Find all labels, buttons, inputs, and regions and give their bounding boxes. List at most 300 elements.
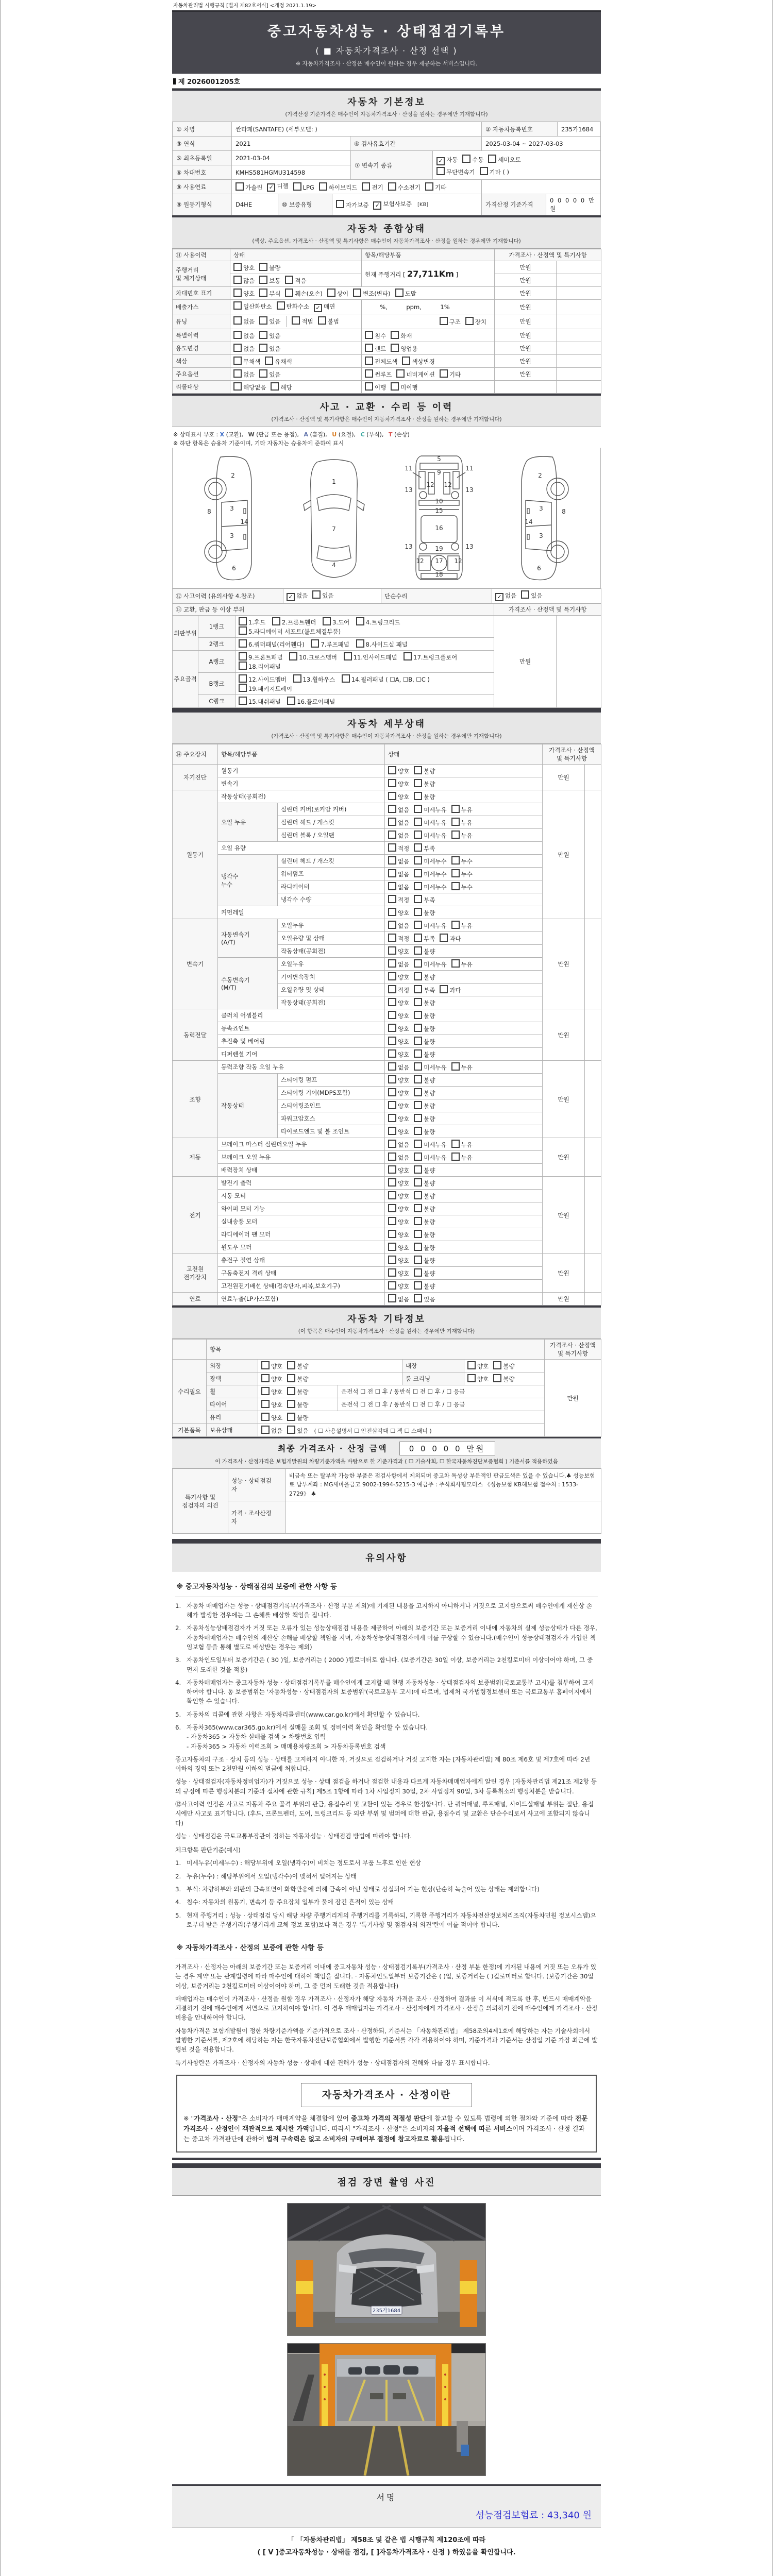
checkbox-icon[interactable] (414, 1178, 422, 1187)
checkbox-option[interactable] (388, 1064, 409, 1071)
checkbox-option[interactable] (414, 1077, 435, 1084)
checkbox-icon[interactable] (414, 1011, 422, 1019)
checkbox-checked-icon[interactable]: ✓ (314, 304, 322, 312)
checkbox-icon[interactable] (414, 998, 422, 1006)
checkbox-option[interactable] (233, 277, 255, 284)
checkbox-option[interactable] (265, 358, 292, 365)
checkbox-option[interactable] (493, 1376, 514, 1383)
checkbox-option[interactable] (414, 1296, 435, 1303)
checkbox-option[interactable] (414, 1180, 435, 1187)
checkbox-option[interactable] (414, 832, 446, 839)
checkbox-icon[interactable] (388, 946, 396, 955)
checkbox-option[interactable] (327, 290, 348, 297)
checkbox-option[interactable] (239, 641, 305, 648)
checkbox-option[interactable] (388, 832, 409, 839)
checkbox-option[interactable] (388, 1051, 409, 1058)
checkbox-option[interactable] (467, 1363, 489, 1370)
checkbox-option[interactable] (373, 200, 412, 210)
checkbox-icon[interactable] (440, 985, 448, 993)
checkbox-option[interactable] (388, 1115, 409, 1123)
checkbox-option[interactable] (233, 290, 255, 297)
checkbox-icon[interactable] (388, 1268, 396, 1277)
checkbox-icon[interactable] (365, 382, 373, 391)
checkbox-option[interactable] (404, 654, 457, 661)
checkbox-icon[interactable] (414, 805, 422, 813)
checkbox-icon[interactable] (239, 639, 247, 648)
checkbox-option[interactable] (414, 1012, 435, 1020)
checkbox-icon[interactable] (259, 331, 267, 339)
checkbox-option[interactable] (451, 832, 473, 839)
checkbox-option[interactable] (414, 1128, 435, 1136)
checkbox-option[interactable] (488, 156, 520, 163)
checkbox-icon[interactable] (451, 959, 460, 968)
checkbox-option[interactable] (285, 277, 306, 284)
checkbox-option[interactable] (396, 371, 435, 378)
checkbox-icon[interactable] (365, 357, 373, 365)
checkbox-option[interactable] (353, 290, 390, 297)
checkbox-option[interactable] (388, 1141, 409, 1148)
checkbox-icon[interactable] (277, 301, 285, 310)
checkbox-icon[interactable] (233, 289, 242, 297)
checkbox-icon[interactable] (414, 1243, 422, 1251)
checkbox-option[interactable] (451, 819, 473, 826)
checkbox-option[interactable] (239, 698, 281, 705)
checkbox-option[interactable] (388, 858, 409, 865)
checkbox-icon[interactable] (414, 1204, 422, 1212)
checkbox-icon[interactable] (388, 934, 396, 942)
checkbox-icon[interactable] (414, 1256, 422, 1264)
checkbox-option[interactable] (259, 332, 280, 340)
checkbox-icon[interactable] (480, 167, 488, 175)
checkbox-icon[interactable] (451, 818, 460, 826)
checkbox-option[interactable] (388, 1231, 409, 1239)
checkbox-option[interactable] (388, 1283, 409, 1290)
checkbox-option[interactable] (414, 1103, 435, 1110)
checkbox-option[interactable] (388, 909, 409, 917)
checkbox-option[interactable] (365, 371, 392, 378)
checkbox-icon[interactable] (488, 155, 496, 163)
checkbox-icon[interactable] (239, 652, 247, 660)
checkbox-option[interactable] (388, 974, 409, 981)
checkbox-icon[interactable] (388, 882, 396, 890)
checkbox-checked-icon[interactable]: ✓ (373, 201, 381, 210)
checkbox-icon[interactable] (425, 182, 433, 191)
checkbox-icon[interactable] (388, 985, 396, 993)
checkbox-icon[interactable] (287, 1413, 295, 1421)
checkbox-icon[interactable] (265, 357, 273, 365)
checkbox-option[interactable] (365, 384, 386, 391)
checkbox-icon[interactable] (356, 639, 364, 648)
checkbox-option[interactable] (236, 182, 262, 192)
checkbox-icon[interactable] (388, 869, 396, 877)
checkbox-option[interactable] (436, 156, 458, 163)
checkbox-icon[interactable] (287, 1387, 295, 1395)
checkbox-icon[interactable] (404, 652, 412, 660)
checkbox-icon[interactable] (388, 843, 396, 852)
checkbox-option[interactable] (388, 948, 409, 955)
checkbox-icon[interactable] (388, 1191, 396, 1199)
checkbox-option[interactable] (425, 182, 446, 192)
checkbox-icon[interactable] (261, 1400, 270, 1408)
checkbox-icon[interactable] (414, 831, 422, 839)
checkbox-option[interactable] (365, 358, 397, 365)
checkbox-option[interactable] (440, 987, 461, 994)
checkbox-icon[interactable] (388, 1217, 396, 1225)
checkbox-option[interactable] (388, 896, 409, 904)
checkbox-icon[interactable] (414, 1217, 422, 1225)
checkbox-option[interactable] (239, 654, 283, 661)
checkbox-option[interactable] (388, 768, 409, 775)
checkbox-icon[interactable] (414, 1101, 422, 1109)
checkbox-option[interactable] (259, 371, 280, 378)
checkbox-option[interactable] (261, 1376, 282, 1383)
checkbox-icon[interactable] (233, 382, 242, 391)
checkbox-option[interactable] (414, 1051, 435, 1058)
checkbox-option[interactable] (451, 1141, 473, 1148)
checkbox-option[interactable] (239, 663, 281, 670)
checkbox-icon[interactable] (353, 289, 361, 297)
checkbox-option[interactable] (314, 303, 335, 310)
checkbox-option[interactable] (259, 277, 280, 284)
checkbox-icon[interactable] (414, 1268, 422, 1277)
checkbox-icon[interactable] (414, 792, 422, 800)
checkbox-icon[interactable] (388, 1153, 396, 1161)
checkbox-icon[interactable] (239, 662, 247, 670)
checkbox-option[interactable] (414, 896, 435, 904)
checkbox-icon[interactable] (319, 182, 327, 191)
checkbox-option[interactable] (391, 345, 417, 352)
checkbox-option[interactable] (388, 884, 409, 891)
checkbox-option[interactable] (414, 819, 446, 826)
checkbox-option[interactable] (480, 168, 510, 176)
checkbox-icon[interactable] (414, 1281, 422, 1290)
checkbox-option[interactable] (451, 961, 473, 968)
checkbox-option[interactable] (261, 1363, 282, 1370)
checkbox-icon[interactable] (327, 289, 335, 297)
checkbox-option[interactable] (312, 592, 333, 599)
checkbox-icon[interactable] (391, 331, 399, 339)
checkbox-option[interactable] (414, 806, 446, 814)
checkbox-option[interactable] (414, 987, 435, 994)
checkbox-icon[interactable] (388, 818, 396, 826)
checkbox-option[interactable] (388, 1296, 409, 1303)
checkbox-option[interactable] (467, 1376, 489, 1383)
checkbox-option[interactable] (233, 345, 255, 352)
checkbox-option[interactable] (462, 156, 483, 163)
checkbox-icon[interactable] (388, 1230, 396, 1238)
checkbox-checked-icon[interactable]: ✓ (436, 157, 445, 165)
checkbox-icon[interactable] (388, 766, 396, 774)
checkbox-icon[interactable] (287, 1426, 295, 1434)
checkbox-option[interactable] (414, 1218, 435, 1226)
checkbox-option[interactable] (451, 858, 473, 865)
checkbox-option[interactable] (362, 182, 383, 192)
checkbox-icon[interactable] (436, 167, 445, 175)
checkbox-option[interactable] (388, 1218, 409, 1226)
checkbox-option[interactable] (414, 1193, 435, 1200)
checkbox-option[interactable] (271, 384, 292, 391)
checkbox-option[interactable] (414, 1115, 435, 1123)
checkbox-option[interactable] (440, 371, 461, 378)
checkbox-icon[interactable] (388, 1243, 396, 1251)
checkbox-icon[interactable] (414, 934, 422, 942)
checkbox-icon[interactable] (388, 856, 396, 865)
checkbox-option[interactable] (414, 999, 435, 1007)
checkbox-option[interactable] (277, 303, 309, 310)
checkbox-icon[interactable] (414, 1049, 422, 1058)
checkbox-icon[interactable] (388, 1294, 396, 1302)
checkbox-option[interactable] (414, 1064, 446, 1071)
checkbox-option[interactable] (261, 1414, 282, 1421)
checkbox-icon[interactable] (261, 1387, 270, 1395)
checkbox-icon[interactable] (261, 1374, 270, 1382)
checkbox-icon[interactable] (451, 882, 460, 890)
checkbox-option[interactable] (451, 1064, 473, 1071)
checkbox-option[interactable] (414, 935, 435, 942)
checkbox-icon[interactable] (388, 998, 396, 1006)
checkbox-option[interactable] (414, 871, 446, 878)
checkbox-option[interactable] (293, 676, 335, 683)
checkbox-option[interactable] (395, 290, 416, 297)
checkbox-icon[interactable] (287, 1374, 295, 1382)
checkbox-option[interactable] (287, 1376, 308, 1383)
checkbox-icon[interactable] (467, 1361, 476, 1369)
checkbox-icon[interactable] (388, 1256, 396, 1264)
checkbox-icon[interactable] (395, 289, 404, 297)
checkbox-option[interactable] (414, 858, 446, 865)
checkbox-icon[interactable] (239, 617, 247, 625)
checkbox-option[interactable] (233, 303, 272, 310)
checkbox-icon[interactable] (272, 617, 280, 625)
checkbox-option[interactable] (388, 1090, 409, 1097)
checkbox-icon[interactable] (391, 382, 399, 391)
checkbox-icon[interactable] (259, 289, 267, 297)
checkbox-option[interactable] (414, 909, 435, 917)
checkbox-option[interactable] (414, 845, 435, 852)
checkbox-icon[interactable] (318, 316, 326, 325)
checkbox-option[interactable] (402, 358, 434, 365)
checkbox-option[interactable] (388, 793, 409, 801)
checkbox-icon[interactable] (414, 869, 422, 877)
checkbox-icon[interactable] (261, 1361, 270, 1369)
checkbox-option[interactable] (414, 1244, 435, 1251)
checkbox-option[interactable] (287, 1401, 308, 1409)
checkbox-option[interactable] (287, 698, 335, 705)
checkbox-option[interactable] (388, 781, 409, 788)
checkbox-icon[interactable] (462, 155, 470, 163)
checkbox-option[interactable] (356, 619, 400, 626)
checkbox-option[interactable] (388, 1257, 409, 1264)
checkbox-icon[interactable] (259, 316, 267, 325)
checkbox-option[interactable] (521, 592, 542, 599)
checkbox-option[interactable] (344, 654, 397, 661)
checkbox-icon[interactable] (414, 1127, 422, 1135)
checkbox-option[interactable] (293, 182, 314, 191)
checkbox-icon[interactable] (233, 276, 242, 284)
checkbox-icon[interactable] (402, 357, 410, 365)
checkbox-option[interactable] (388, 871, 409, 878)
checkbox-icon[interactable] (414, 1294, 422, 1302)
checkbox-icon[interactable] (261, 1413, 270, 1421)
checkbox-option[interactable] (259, 345, 280, 352)
checkbox-option[interactable] (414, 1025, 435, 1032)
checkbox-option[interactable] (436, 168, 475, 176)
checkbox-icon[interactable] (451, 921, 460, 929)
checkbox-option[interactable] (414, 1231, 435, 1239)
checkbox-option[interactable] (388, 1167, 409, 1174)
checkbox-icon[interactable] (388, 1204, 396, 1212)
checkbox-icon[interactable] (388, 908, 396, 916)
checkbox-option[interactable] (323, 619, 349, 626)
checkbox-icon[interactable] (239, 674, 247, 683)
checkbox-icon[interactable] (414, 779, 422, 787)
checkbox-icon[interactable] (414, 1062, 422, 1071)
checkbox-option[interactable] (267, 182, 288, 192)
checkbox-icon[interactable] (287, 1361, 295, 1369)
checkbox-option[interactable] (233, 371, 255, 378)
checkbox-icon[interactable] (414, 1153, 422, 1161)
checkbox-option[interactable] (414, 1090, 435, 1097)
checkbox-option[interactable] (451, 922, 473, 929)
checkbox-icon[interactable] (388, 959, 396, 968)
checkbox-option[interactable] (391, 384, 417, 391)
checkbox-option[interactable] (414, 1154, 446, 1161)
checkbox-option[interactable] (388, 987, 409, 994)
checkbox-icon[interactable] (493, 1374, 501, 1382)
checkbox-icon[interactable] (414, 908, 422, 916)
checkbox-icon[interactable] (451, 1062, 460, 1071)
checkbox-option[interactable] (388, 806, 409, 814)
checkbox-option[interactable] (414, 781, 435, 788)
checkbox-option[interactable] (414, 961, 446, 968)
checkbox-option[interactable] (388, 845, 409, 852)
checkbox-icon[interactable] (271, 382, 279, 391)
checkbox-checked-icon[interactable]: ✓ (287, 593, 295, 601)
checkbox-option[interactable] (388, 935, 409, 942)
checkbox-option[interactable] (391, 332, 412, 340)
checkbox-option[interactable] (287, 1414, 308, 1421)
checkbox-icon[interactable] (414, 882, 422, 890)
checkbox-icon[interactable] (239, 684, 247, 692)
checkbox-option[interactable] (451, 884, 473, 891)
checkbox-option[interactable] (233, 358, 260, 365)
checkbox-icon[interactable] (493, 1361, 501, 1369)
checkbox-option[interactable] (319, 182, 358, 192)
checkbox-option[interactable] (233, 264, 255, 272)
checkbox-option[interactable] (388, 1128, 409, 1136)
checkbox-option[interactable] (259, 264, 280, 272)
checkbox-option[interactable] (388, 1077, 409, 1084)
checkbox-icon[interactable] (414, 856, 422, 865)
checkbox-icon[interactable] (388, 1088, 396, 1096)
checkbox-icon[interactable] (414, 946, 422, 955)
checkbox-option[interactable] (356, 641, 408, 648)
checkbox-icon[interactable] (342, 674, 350, 683)
checkbox-icon[interactable] (414, 843, 422, 852)
checkbox-option[interactable] (388, 922, 409, 929)
checkbox-icon[interactable] (414, 1230, 422, 1238)
checkbox-icon[interactable] (388, 182, 396, 191)
checkbox-option[interactable] (388, 1193, 409, 1200)
checkbox-icon[interactable] (451, 856, 460, 865)
checkbox-option[interactable] (451, 1154, 473, 1161)
checkbox-option[interactable] (414, 1283, 435, 1290)
checkbox-icon[interactable] (312, 590, 321, 599)
checkbox-option[interactable] (388, 1180, 409, 1187)
checkbox-option[interactable] (440, 318, 461, 326)
checkbox-icon[interactable] (259, 344, 267, 352)
checkbox-option[interactable] (272, 619, 316, 626)
checkbox-option[interactable] (440, 935, 461, 942)
checkbox-icon[interactable] (388, 1127, 396, 1135)
checkbox-icon[interactable] (414, 985, 422, 993)
checkbox-option[interactable] (311, 641, 349, 648)
checkbox-icon[interactable] (451, 1140, 460, 1148)
checkbox-icon[interactable] (236, 182, 244, 191)
checkbox-option[interactable] (414, 1270, 435, 1277)
checkbox-icon[interactable] (414, 1165, 422, 1174)
checkbox-option[interactable] (388, 999, 409, 1007)
checkbox-icon[interactable] (239, 626, 247, 635)
checkbox-icon[interactable] (289, 652, 297, 660)
checkbox-option[interactable] (259, 290, 280, 297)
checkbox-icon[interactable] (323, 617, 331, 625)
checkbox-icon[interactable] (451, 869, 460, 877)
checkbox-option[interactable] (287, 1388, 308, 1396)
checkbox-option[interactable] (414, 1167, 435, 1174)
checkbox-icon[interactable] (388, 1062, 396, 1071)
checkbox-icon[interactable] (521, 590, 529, 599)
checkbox-icon[interactable] (396, 369, 405, 378)
checkbox-option[interactable] (239, 685, 292, 692)
checkbox-icon[interactable] (292, 316, 300, 325)
checkbox-icon[interactable] (414, 959, 422, 968)
checkbox-option[interactable] (495, 592, 516, 599)
checkbox-option[interactable] (414, 884, 446, 891)
checkbox-icon[interactable] (451, 831, 460, 839)
checkbox-icon[interactable] (388, 1075, 396, 1083)
checkbox-icon[interactable] (233, 316, 242, 325)
checkbox-option[interactable] (239, 628, 341, 635)
checkbox-option[interactable] (414, 768, 435, 775)
checkbox-icon[interactable] (388, 1011, 396, 1019)
checkbox-icon[interactable] (344, 652, 352, 660)
checkbox-icon[interactable] (233, 263, 242, 271)
checkbox-icon[interactable] (414, 895, 422, 903)
checkbox-icon[interactable] (414, 1037, 422, 1045)
checkbox-icon[interactable] (388, 779, 396, 787)
checkbox-icon[interactable] (414, 1114, 422, 1122)
checkbox-option[interactable] (287, 1363, 308, 1370)
checkbox-option[interactable] (342, 676, 430, 683)
checkbox-icon[interactable] (336, 200, 344, 208)
checkbox-option[interactable] (414, 1141, 446, 1148)
checkbox-option[interactable] (388, 1270, 409, 1277)
checkbox-option[interactable] (233, 318, 255, 325)
checkbox-option[interactable] (292, 318, 313, 325)
checkbox-icon[interactable] (388, 1024, 396, 1032)
checkbox-icon[interactable] (467, 1374, 476, 1382)
checkbox-icon[interactable] (388, 1101, 396, 1109)
checkbox-option[interactable] (451, 806, 473, 814)
checkbox-icon[interactable] (285, 276, 293, 284)
checkbox-icon[interactable] (465, 317, 474, 325)
checkbox-option[interactable] (414, 922, 446, 929)
checkbox-icon[interactable] (414, 818, 422, 826)
checkbox-option[interactable] (388, 1012, 409, 1020)
checkbox-option[interactable] (388, 1206, 409, 1213)
checkbox-icon[interactable] (440, 369, 448, 378)
